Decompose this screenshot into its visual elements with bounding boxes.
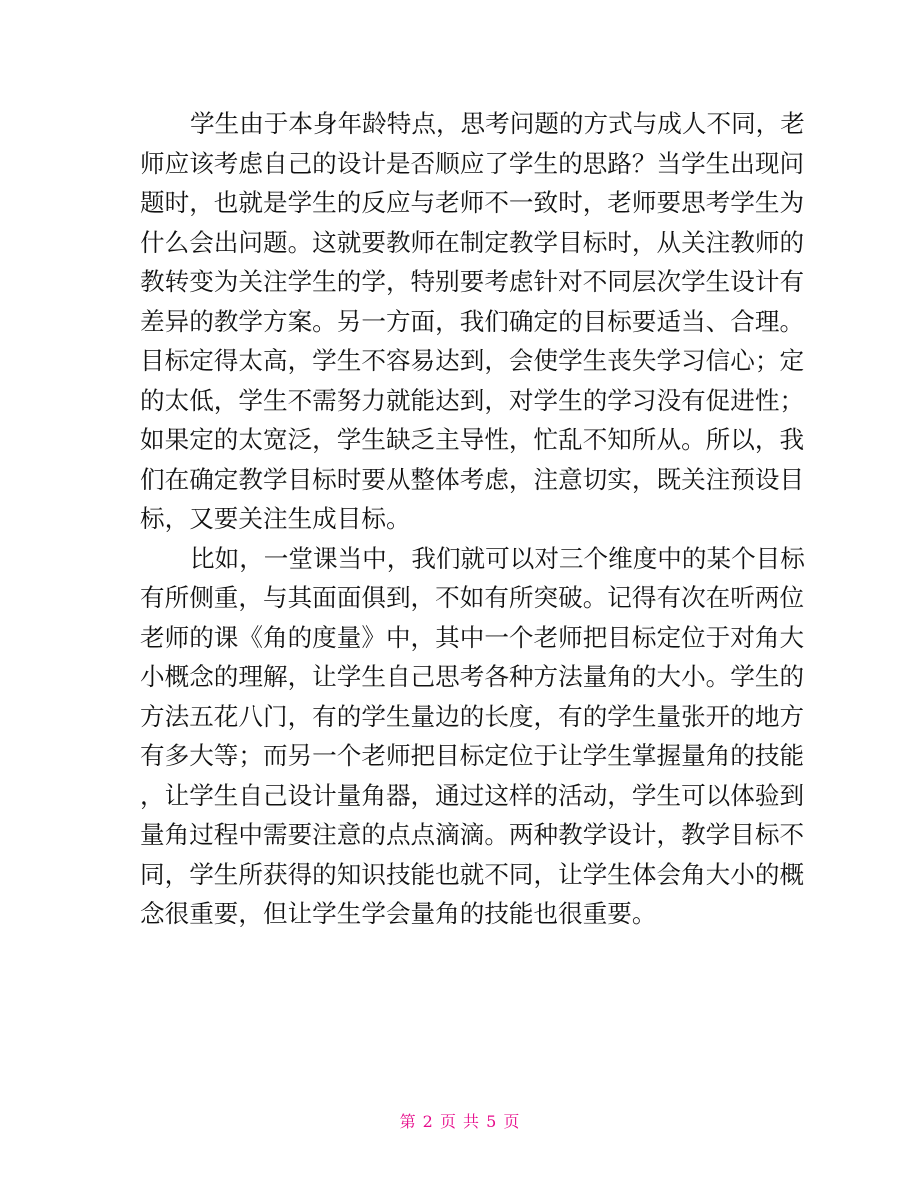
text-line: 差异的教学方案。另一方面，我们确定的目标要适当、合理。	[140, 306, 805, 336]
text-line: 师应该考虑自己的设计是否顺应了学生的思路？当学生出现问	[140, 148, 805, 178]
text-line: 如果定的太宽泛，学生缺乏主导性，忙乱不知所从。所以，我	[140, 425, 805, 454]
text-line: 方法五花八门，有的学生量边的长度，有的学生量张开的地方	[140, 701, 805, 731]
paragraph-1	[140, 104, 805, 539]
text-line: 学生由于本身年龄特点，思考问题的方式与成人不同，老	[190, 109, 805, 138]
text-line: 目标定得太高，学生不容易达到，会使学生丧失学习信心；定	[140, 346, 805, 375]
body-text	[140, 104, 805, 934]
text-line: 标，又要关注生成目标。	[140, 504, 411, 533]
text-line: 们在确定教学目标时要从整体考虑，注意切实，既关注预设目	[140, 464, 805, 494]
text-line: 老师的课《角的度量》中，其中一个老师把目标定位于对角大	[140, 622, 805, 652]
text-line: 题时，也就是学生的反应与老师不一致时，老师要思考学生为	[140, 188, 805, 217]
text-line: 的太低，学生不需努力就能达到，对学生的学习没有促进性；	[140, 385, 805, 415]
text-line: 有所侧重，与其面面俱到，不如有所突破。记得有次在听两位	[140, 583, 805, 612]
page-number-footer: 第 2 页 共 5 页	[399, 1112, 521, 1131]
text-line: 有多大等；而另一个老师把目标定位于让学生掌握量角的技能	[140, 741, 805, 770]
text-line: 教转变为关注学生的学，特别要考虑针对不同层次学生设计有	[140, 267, 805, 296]
text-line: 小概念的理解，让学生自己思考各种方法量角的大小。学生的	[140, 662, 805, 691]
text-line: 量角过程中需要注意的点点滴滴。两种教学设计，教学目标不	[140, 820, 805, 849]
text-line: 念很重要，但让学生学会量角的技能也很重要。	[140, 899, 657, 928]
text-line: 什么会出问题。这就要教师在制定教学目标时，从关注教师的	[140, 227, 805, 257]
text-line: 同，学生所获得的知识技能也就不同，让学生体会角大小的概	[140, 859, 805, 889]
paragraph-2	[140, 539, 805, 934]
text-line: 比如，一堂课当中，我们就可以对三个维度中的某个目标	[190, 543, 805, 573]
text-line: ，让学生自己设计量角器，通过这样的活动，学生可以体验到	[140, 780, 805, 810]
